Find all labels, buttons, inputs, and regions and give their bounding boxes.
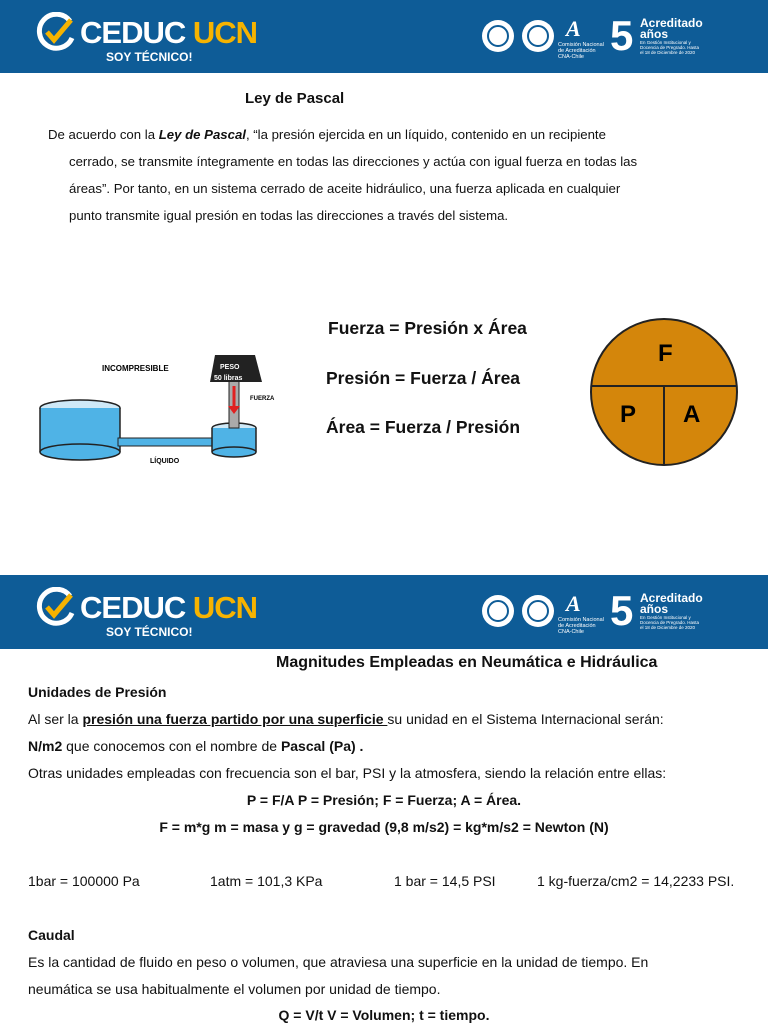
cna-logo-icon: A bbox=[566, 16, 581, 41]
logo-slogan: SOY TÉCNICO! bbox=[106, 50, 193, 64]
text-line: Al ser la presión una fuerza partido por una superficie su unidad en el Sistema Internacional serán: bbox=[28, 711, 664, 727]
university-seal-icon bbox=[482, 20, 514, 52]
section-title-magnitudes: Magnitudes Empleadas en Neumática e Hidráulica bbox=[276, 654, 658, 671]
equation-force: F = m*g m = masa y g = gravedad (9,8 m/s2) = kg*m/s2 = Newton (N) bbox=[159, 819, 609, 835]
logo-slogan: SOY TÉCNICO! bbox=[106, 625, 193, 639]
formula-fuerza: Fuerza = Presión x Área bbox=[328, 318, 527, 338]
formula-area: Área = Fuerza / Presión bbox=[326, 417, 521, 437]
university-seal-icon bbox=[482, 595, 514, 627]
heading-unidades-presion: Unidades de Presión bbox=[28, 684, 167, 700]
text-line: Otras unidades empleadas con frecuencia son el bar, PSI y la atmosfera, siendo la relación entre ellas: bbox=[28, 765, 667, 781]
certification-seal-icon bbox=[522, 595, 554, 627]
equation-flow: Q = V/t V = Volumen; t = tiempo. bbox=[278, 1007, 490, 1023]
checkmark-logo-icon bbox=[36, 587, 76, 627]
heading-caudal: Caudal bbox=[28, 927, 75, 943]
section-title-pascal: Ley de Pascal bbox=[245, 90, 345, 107]
text-line: Es la cantidad de fluido en peso o volumen, que atraviesa una superficie en la unidad de tiempo. En bbox=[28, 954, 649, 970]
equation-pressure: P = F/A P = Presión; F = Fuerza; A = Área. bbox=[246, 792, 522, 808]
ceduc-logo: CEDUC UCN SOY TÉCNICO! bbox=[36, 12, 276, 67]
text-line: N/m2 que conocemos con el nombre de Pascal (Pa) . bbox=[28, 738, 364, 754]
pie-label-f: F bbox=[658, 340, 673, 367]
label-peso: PESO bbox=[220, 364, 240, 371]
accreditation-seals: A Comisión Nacional de Acreditación CNA-Chile 5 Acreditado años En Gestión Institucional y Docencia de Pregrado. Hasta el 18 de Diciembre de 2020 bbox=[482, 16, 732, 60]
fpa-circle-diagram bbox=[588, 316, 740, 468]
header-banner bbox=[0, 0, 768, 73]
label-peso-valor: 50 libras bbox=[214, 375, 243, 382]
accreditation-seals: A Comisión Nacional de Acreditación CNA-Chile 5 Acreditado años En Gestión Institucional y Docencia de Pregrado. Hasta el 18 de Diciembre de 2020 bbox=[482, 591, 732, 635]
checkmark-logo-icon bbox=[36, 12, 76, 52]
cna-logo-icon: A bbox=[566, 591, 581, 616]
formula-presion: Presión = Fuerza / Área bbox=[326, 368, 521, 388]
label-liquido: LÍQUIDO bbox=[150, 458, 180, 465]
ceduc-logo: CEDUC UCN SOY TÉCNICO! bbox=[36, 587, 276, 642]
header-banner-2 bbox=[0, 575, 768, 649]
conversion-kgf-psi: 1 kg-fuerza/cm2 = 14,2233 PSI. bbox=[537, 873, 735, 889]
pascal-paragraph: De acuerdo con la Ley de Pascal, “la presión ejercida en un líquido, contenido en un recipiente cerrado, se transmite íntegramente en todas las direcciones y actúa con igual fuerza en todas las áreas”. Por tanto, en un sistema cerrado de aceite hidráulico, una fuerza aplicada en cualquier punto transmite igual presión en todas las direcciones a través del sistema. bbox=[48, 127, 638, 223]
certification-seal-icon bbox=[522, 20, 554, 52]
pie-label-a: A bbox=[683, 401, 701, 428]
hydraulic-diagram bbox=[30, 350, 290, 470]
conversion-atm-kpa: 1atm = 101,3 KPa bbox=[210, 873, 323, 889]
conversion-bar-psi: 1 bar = 14,5 PSI bbox=[394, 873, 496, 889]
conversion-bar-pa: 1bar = 100000 Pa bbox=[28, 873, 140, 889]
pie-label-p: P bbox=[620, 401, 637, 428]
label-incompresible: INCOMPRESIBLE bbox=[102, 364, 169, 373]
label-fuerza: FUERZA bbox=[250, 396, 275, 402]
text-line: neumática se usa habitualmente el volumen por unidad de tiempo. bbox=[28, 981, 441, 997]
